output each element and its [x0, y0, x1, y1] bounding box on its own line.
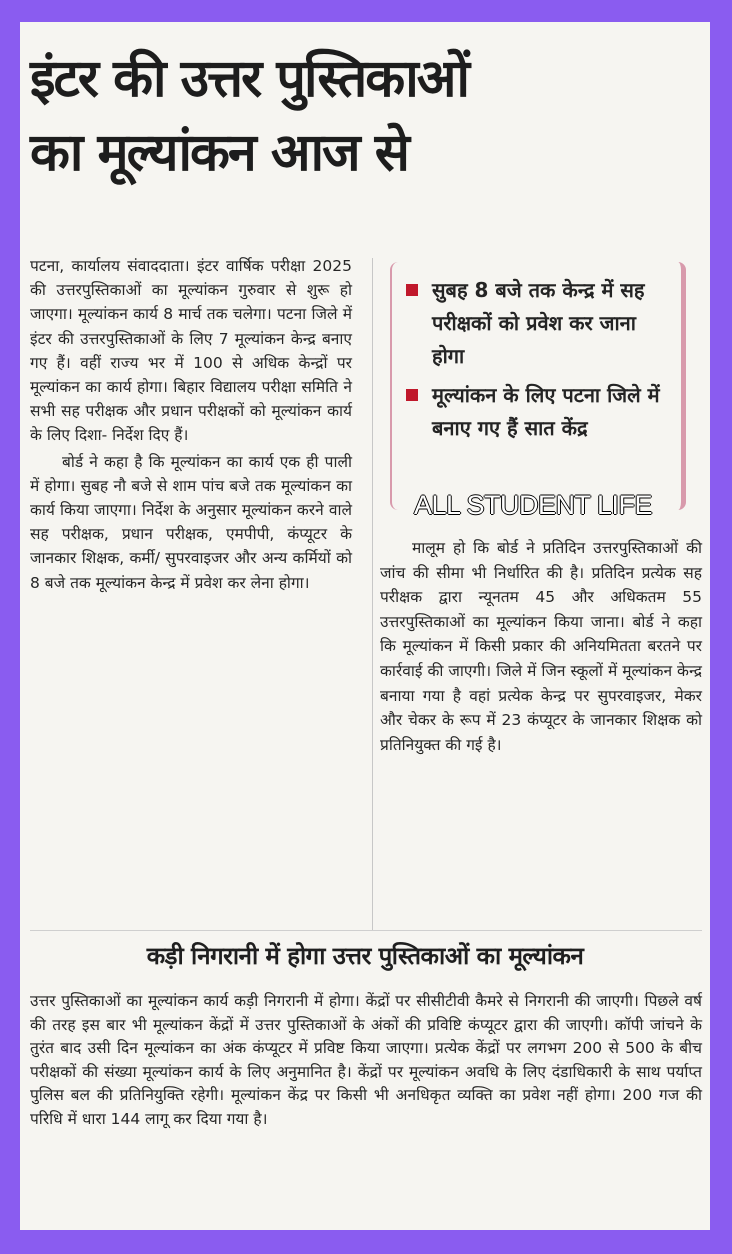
square-bullet-icon — [406, 389, 418, 401]
column-divider — [372, 258, 373, 930]
highlight-item — [406, 274, 669, 373]
subheadline: कड़ी निगरानी में होगा उत्तर पुस्तिकाओं का मूल्यांकन — [146, 942, 584, 970]
bottom-article — [30, 990, 702, 1132]
highlight-text-1: सुबह 8 बजे तक केन्द्र में सह परीक्षकों को प्रवेश कर जाना होगा — [432, 278, 645, 368]
newspaper-clipping — [20, 22, 710, 1230]
section-divider — [30, 930, 702, 931]
bottom-paragraph: उत्तर पुस्तिकाओं का मूल्यांकन कार्य कड़ी निगरानी में होगा। केंद्रों पर सीसीटीवी कैमरे से निगरानी की जाएगी। पिछले वर्ष की तरह इस बार भी मूल्यांकन केंद्रों में उत्तर पुस्तिकाओं के अंकों की प्रविष्टि कंप्यूटर द्वारा की जाएगी। कॉपी जांचने के तुरंत बाद उसी दिन मूल्यांकन का अंक कंप्यूटर में प्रविष्ट किया जाएगा। प्रत्येक केंद्रों पर लगभग 200 से 500 के बीच परीक्षकों की संख्या मूल्यांकन कार्य के लिए अनुमानित है। केंद्रों पर मूल्यांकन अवधि के लिए दंडाधिकारी के साथ पर्याप्त पुलिस बल की प्रतिनियुक्ति रहेगी। मूल्यांकन केंद्र पर किसी भी अनधिकृत व्यक्ति का प्रवेश नहीं होगा। 200 गज की परिधि में धारा 144 लागू कर दिया गया है। — [30, 992, 702, 1128]
left-paragraph-2: बोर्ड ने कहा है कि मूल्यांकन का कार्य एक ही पाली में होगा। सुबह नौ बजे से शाम पांच बजे तक मूल्यांकन का कार्य किया जाएगा। निर्देश के अनुसार मूल्यांकन करने वाले सह परीक्षक, प्रधान परीक्षक, एमपीपी, कंप्यूटर के जानकार शिक्षक, कर्मी/ सुपरवाइजर और अन्य कर्मियों को 8 बजे तक मूल्यांकन केन्द्र में प्रवेश कर लेना होगा। — [30, 452, 352, 592]
left-column — [30, 254, 352, 595]
left-paragraph-1: पटना, कार्यालय संवाददाता। इंटर वार्षिक परीक्षा 2025 की उत्तरपुस्तिकाओं का मूल्यांकन गुरुवार से शुरू हो जाएगा। मूल्यांकन कार्य 8 मार्च तक चलेगा। पटना जिले में इंटर की उत्तरपुस्तिकाओं के लिए 7 मूल्यांकन केन्द्र बनाए गए हैं। वहीं राज्य भर में 100 से अधिक केन्द्रों पर मूल्यांकन का कार्य होगा। बिहार विद्यालय परीक्षा समिति ने सभी सह परीक्षक और प्रधान परीक्षकों को मूल्यांकन कार्य के लिए दिशा- निर्देश दिए हैं। — [30, 257, 352, 445]
highlight-item — [406, 379, 669, 445]
highlight-text-2: मूल्यांकन के लिए पटना जिले में बनाए गए हैं सात केंद्र — [432, 383, 660, 440]
right-column — [380, 536, 702, 757]
watermark: ALL STUDENT LIFE — [413, 490, 653, 520]
headline — [30, 42, 702, 190]
headline-line-1: इंटर की उत्तर पुस्तिकाओं — [30, 49, 468, 109]
headline-line-2: का मूल्यांकन आज से — [30, 123, 408, 183]
highlights-box — [390, 262, 686, 510]
square-bullet-icon — [406, 284, 418, 296]
right-paragraph-1: मालूम हो कि बोर्ड ने प्रतिदिन उत्तरपुस्तिकाओं की जांच की सीमा भी निर्धारित की है। प्रतिदिन प्रत्येक सह परीक्षक द्वारा न्यूनतम 45 और अधिकतम 55 उत्तरपुस्तिकाओं का मूल्यांकन किया जाना। बोर्ड ने कहा कि मूल्यांकन में किसी प्रकार की अनियमितता बरतने पर कार्रवाई की जाएगी। जिले में जिन स्कूलों में मूल्यांकन केन्द्र बनाया गया है वहां प्रत्येक केन्द्र पर सुपरवाइजर, मेकर और चेकर के रूप में 23 कंप्यूटर के जानकार शिक्षक को प्रतिनियुक्त की गई है। — [380, 539, 702, 754]
